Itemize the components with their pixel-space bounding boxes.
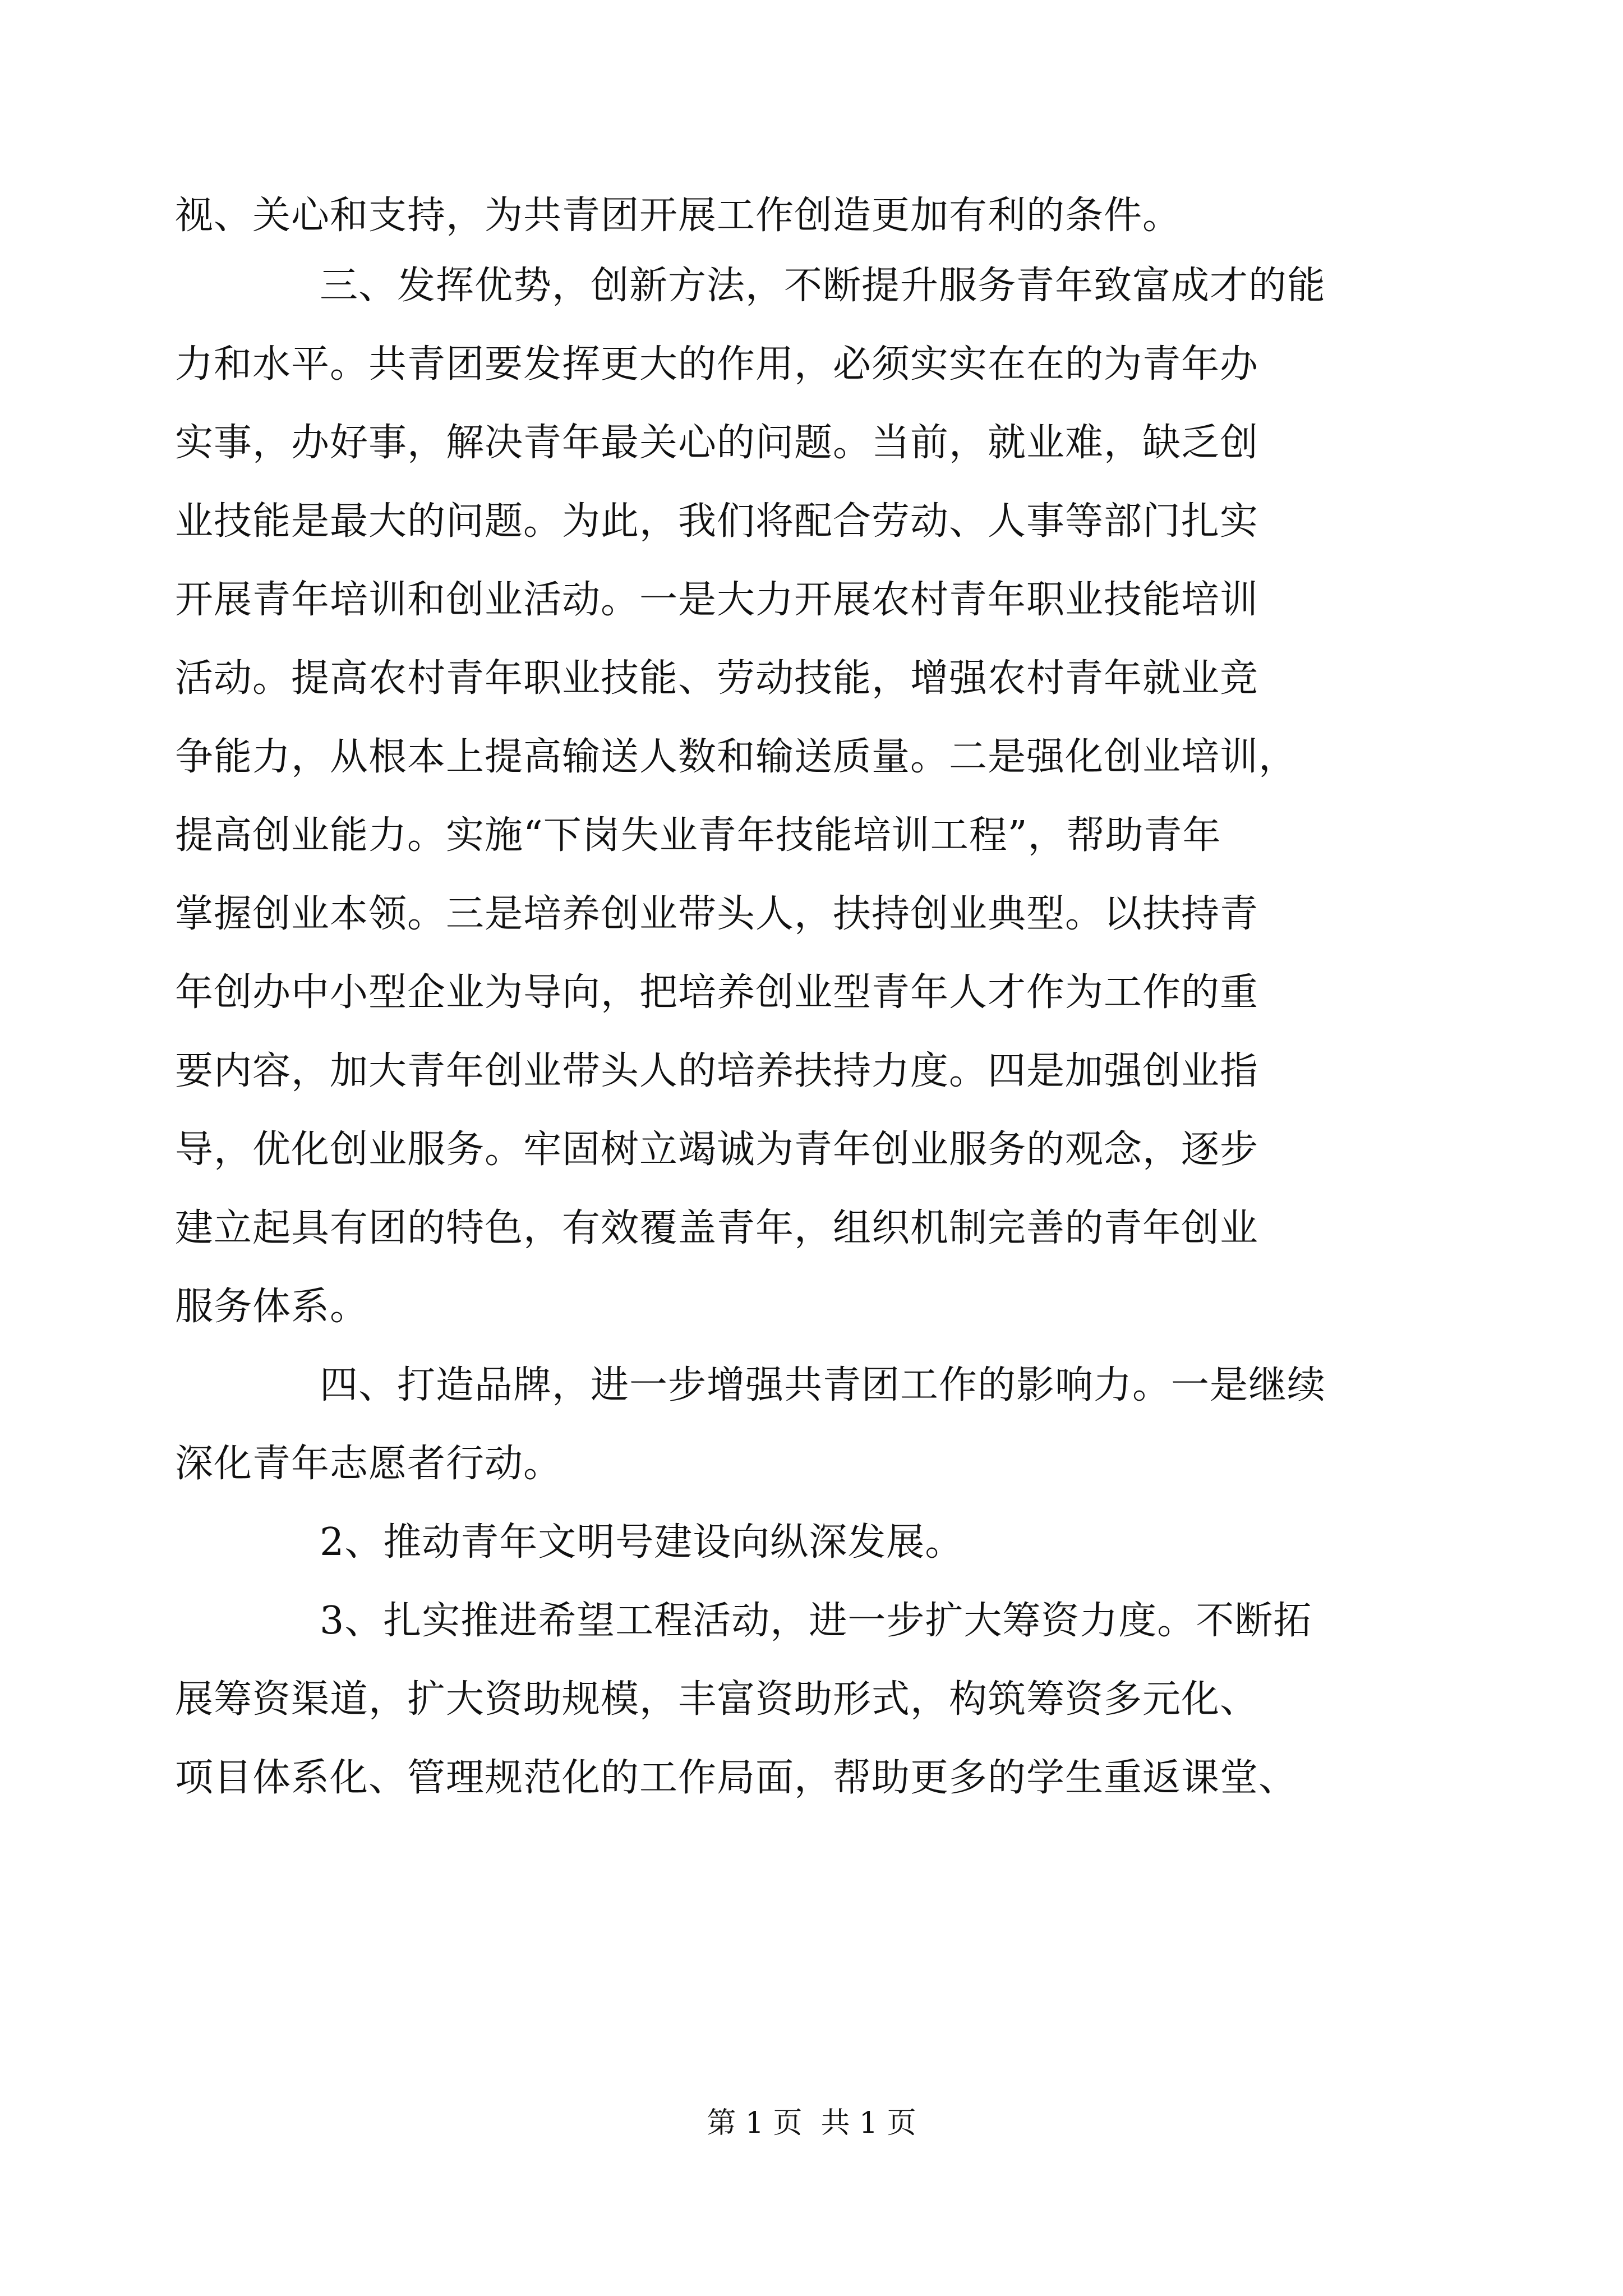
text-line: 项目体系化、管理规范化的工作局面，帮助更多的学生重返课堂、 — [175, 1756, 1298, 1800]
text-line: 展筹资渠道，扩大资助规模，丰富资助形式，构筑筹资多元化、 — [175, 1677, 1259, 1722]
text-line: 建立起具有团的特色，有效覆盖青年，组织机制完善的青年创业 — [175, 1206, 1259, 1250]
text-line: 深化青年志愿者行动。 — [175, 1442, 562, 1486]
text-line: 服务体系。 — [175, 1285, 369, 1329]
text-line: 业技能是最大的问题。为此，我们将配合劳动、人事等部门扎实 — [175, 499, 1259, 544]
text-line: 活动。提高农村青年职业技能、劳动技能，增强农村青年就业竞 — [175, 656, 1259, 701]
text-line: 四、打造品牌，进一步增强共青团工作的影响力。一是继续 — [320, 1363, 1326, 1407]
text-line: 3、扎实推进希望工程活动，进一步扩大筹资力度。不断拓 — [320, 1599, 1312, 1643]
page-footer: 第 1 页 共 1 页 — [707, 2106, 916, 2140]
text-line: 年创办中小型企业为导向，把培养创业型青年人才作为工作的重 — [175, 970, 1259, 1015]
text-line: 三、发挥优势，创新方法，不断提升服务青年致富成才的能 — [320, 264, 1326, 308]
text-line: 实事，办好事，解决青年最关心的问题。当前，就业难，缺乏创 — [175, 421, 1259, 465]
text-line: 争能力，从根本上提高输送人数和输送质量。二是强化创业培训， — [175, 735, 1298, 779]
text-line: 力和水平。共青团要发挥更大的作用，必须实实在在的为青年办 — [175, 342, 1259, 386]
text-line: 开展青年培训和创业活动。一是大力开展农村青年职业技能培训 — [175, 578, 1259, 622]
text-line: 视、关心和支持，为共青团开展工作创造更加有利的条件。 — [175, 194, 1182, 238]
text-line: 导，优化创业服务。牢固树立竭诚为青年创业服务的观念，逐步 — [175, 1128, 1259, 1172]
text-line: 提高创业能力。实施“下岗失业青年技能培训工程”，帮助青年 — [175, 813, 1221, 858]
text-line: 2、推动青年文明号建设向纵深发展。 — [320, 1520, 964, 1565]
text-line: 掌握创业本领。三是培养创业带头人，扶持创业典型。以扶持青 — [175, 892, 1259, 936]
text-line: 要内容，加大青年创业带头人的培养扶持力度。四是加强创业指 — [175, 1049, 1259, 1093]
